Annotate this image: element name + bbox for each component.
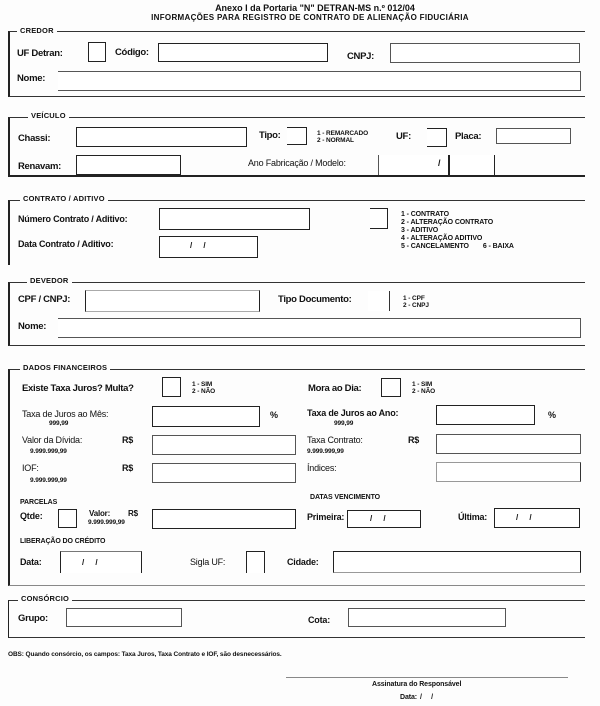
valor-divida-format: 9.999.999,99 — [30, 448, 67, 455]
indices-label: Índices: — [307, 463, 337, 473]
indices-field[interactable] — [436, 462, 581, 482]
taxa-contrato-label: Taxa Contrato: — [307, 435, 363, 445]
veiculo-uf-field[interactable] — [427, 128, 447, 147]
signature-label: Assinatura do Responsável — [372, 681, 462, 688]
numero-contrato-label: Número Contrato / Aditivo: — [18, 214, 128, 224]
juros-ano-unit: % — [548, 410, 556, 420]
qtde-label: Qtde: — [20, 511, 43, 521]
iof-currency: R$ — [122, 463, 134, 473]
ultima-label: Última: — [458, 512, 488, 522]
cidade-field[interactable] — [333, 551, 581, 573]
liberacao-data-field[interactable] — [60, 551, 142, 573]
parcelas-title: PARCELAS — [20, 499, 58, 506]
sigla-uf-field[interactable] — [246, 551, 265, 573]
ultima-separator: / / — [516, 513, 532, 522]
veiculo-title: VEÍCULO — [28, 111, 69, 120]
ano-fabricacao-label: Ano Fabricação / Modelo: — [248, 158, 346, 168]
tipo-documento-label: Tipo Documento: — [278, 294, 352, 305]
numero-contrato-field[interactable] — [159, 208, 310, 230]
liberacao-title: LIBERAÇÃO DO CRÉDITO — [20, 538, 106, 545]
credor-nome-field[interactable] — [58, 71, 581, 91]
ano-modelo-field[interactable] — [450, 155, 495, 175]
juros-mes-unit: % — [270, 410, 278, 420]
form-header — [0, 3, 600, 22]
contrato-title: CONTRATO / ADITIVO — [20, 194, 108, 203]
tipo-field[interactable] — [287, 127, 307, 145]
juros-ano-label: Taxa de Juros ao Ano: — [307, 408, 399, 418]
juros-ano-format: 999,99 — [334, 420, 354, 427]
tipo-documento-field[interactable] — [368, 291, 390, 311]
chassi-field[interactable] — [76, 127, 247, 147]
taxa-contrato-format: 9.999.999,99 — [307, 448, 344, 455]
placa-field[interactable] — [496, 128, 571, 144]
valor-parcela-field[interactable] — [152, 509, 296, 529]
ultima-field[interactable] — [494, 508, 580, 528]
sigla-uf-label: Sigla UF: — [190, 557, 226, 567]
devedor-nome-field[interactable] — [58, 318, 581, 338]
existe-taxa-options: 1 - SIM 2 - NÃO — [192, 381, 216, 395]
tipo-contrato-options: 1 - CONTRATO 2 - ALTERAÇÃO CONTRATO 3 - ADITIVO 4 - ALTERAÇÃO ADITIVO 5 - CANCELAMENTO 6 - BAIXA — [401, 211, 514, 250]
juros-mes-field[interactable] — [152, 406, 260, 427]
uf-detran-field[interactable] — [88, 42, 106, 62]
header-title: INFORMAÇÕES PARA REGISTRO DE CONTRATO DE ALIENAÇÃO FIDUCIÁRIA — [151, 13, 469, 22]
consorcio-title: CONSÓRCIO — [18, 594, 72, 603]
codigo-label: Código: — [115, 47, 149, 58]
signature-line — [286, 677, 568, 678]
ano-separator: / — [438, 158, 441, 168]
tipo-contrato-field[interactable] — [370, 208, 388, 229]
valor-parcela-currency: R$ — [128, 509, 138, 518]
existe-taxa-field[interactable] — [162, 377, 181, 397]
chassi-label: Chassi: — [18, 133, 51, 144]
juros-mes-format: 999,99 — [49, 420, 69, 427]
valor-divida-label: Valor da Dívida: — [22, 435, 83, 445]
juros-mes-label: Taxa de Juros ao Mês: — [22, 409, 109, 419]
data-contrato-label: Data Contrato / Aditivo: — [18, 239, 114, 249]
credor-nome-label: Nome: — [17, 73, 46, 84]
footer-data-value: / / — [420, 694, 433, 701]
credor-title: CREDOR — [17, 26, 57, 35]
mora-label: Mora ao Dia: — [308, 383, 362, 394]
valor-parcela-format: 9.999.999,99 — [88, 519, 125, 526]
uf-detran-label: UF Detran: — [17, 48, 63, 59]
taxa-contrato-currency: R$ — [408, 435, 420, 445]
valor-parcela-label: Valor: — [89, 509, 111, 518]
veiculo-uf-label: UF: — [396, 131, 411, 142]
primeira-separator: / / — [370, 514, 386, 523]
cota-field[interactable] — [348, 608, 506, 627]
iof-label: IOF: — [22, 463, 39, 473]
iof-field[interactable] — [152, 463, 296, 483]
mora-field[interactable] — [381, 378, 401, 397]
cpf-cnpj-field[interactable] — [85, 290, 260, 312]
valor-divida-field[interactable] — [152, 435, 296, 455]
placa-label: Placa: — [455, 131, 482, 142]
header-line1: Anexo I da Portaria "N" DETRAN-MS n.º 012/04 — [215, 3, 415, 13]
taxa-contrato-field[interactable] — [436, 434, 581, 454]
grupo-field[interactable] — [66, 608, 182, 627]
tipo-documento-options: 1 - CPF 2 - CNPJ — [403, 295, 429, 309]
iof-format: 9.999.999,99 — [30, 477, 67, 484]
primeira-label: Primeira: — [307, 512, 345, 522]
cpf-cnpj-label: CPF / CNPJ: — [18, 294, 71, 305]
qtde-field[interactable] — [58, 509, 77, 528]
datas-vencimento-title: DATAS VENCIMENTO — [310, 494, 380, 501]
renavam-label: Renavam: — [18, 161, 62, 172]
cidade-label: Cidade: — [287, 557, 319, 567]
cnpj-field[interactable] — [390, 43, 580, 63]
data-contrato-separator: / / — [190, 241, 206, 250]
tipo-label: Tipo: — [259, 130, 281, 141]
devedor-title: DEVEDOR — [27, 276, 72, 285]
footer-data-label: Data: — [400, 694, 418, 701]
juros-ano-field[interactable] — [436, 405, 535, 425]
tipo-options: 1 - REMARCADO 2 - NORMAL — [317, 130, 369, 144]
data-contrato-field[interactable] — [159, 236, 258, 258]
obs-note: OBS: Quando consórcio, os campos: Taxa Juros, Taxa Contrato e IOF, são desnecessários. — [8, 651, 282, 658]
existe-taxa-label: Existe Taxa Juros? Multa? — [22, 383, 134, 394]
liberacao-data-label: Data: — [20, 557, 42, 567]
codigo-field[interactable] — [158, 43, 328, 62]
devedor-nome-label: Nome: — [18, 321, 47, 332]
renavam-field[interactable] — [76, 155, 181, 175]
grupo-label: Grupo: — [18, 613, 48, 624]
liberacao-data-separator: / / — [82, 558, 98, 567]
financeiros-title: DADOS FINANCEIROS — [20, 363, 110, 372]
valor-divida-currency: R$ — [122, 435, 134, 445]
mora-options: 1 - SIM 2 - NÃO — [412, 381, 436, 395]
cnpj-label: CNPJ: — [347, 51, 375, 62]
cota-label: Cota: — [308, 615, 330, 625]
